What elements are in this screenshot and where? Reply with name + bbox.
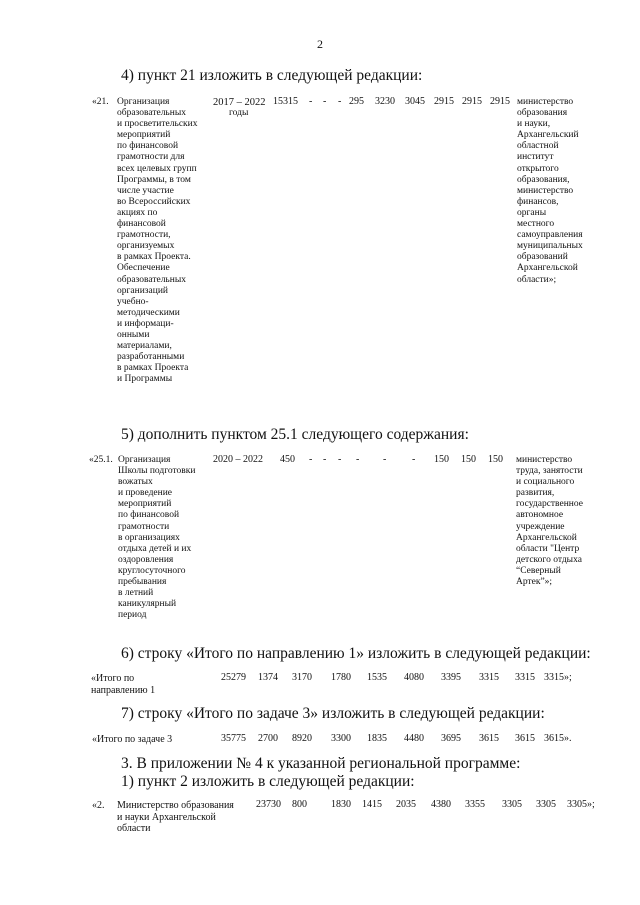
executor-line: финансов, (517, 196, 559, 207)
value-2021: 4380 (431, 799, 451, 810)
value-2023: 3315 (479, 672, 499, 683)
executor-line: органы (517, 207, 547, 218)
name-line: методическими (117, 307, 180, 318)
executor-line: детского отдыха (516, 554, 582, 565)
executor-line: муниципальных (517, 241, 583, 252)
executor-line: “Северный (516, 565, 561, 576)
value-2019: 1415 (362, 799, 382, 810)
value-2023: 2915 (434, 96, 454, 107)
name-line: финансовой (117, 219, 166, 230)
section-heading-item-25-1: 5) дополнить пунктом 25.1 следующего содержания: (121, 426, 469, 443)
executor-line: области»; (517, 274, 557, 285)
value-2024: 150 (461, 454, 476, 465)
label-line: направлению 1 (91, 684, 156, 696)
name-line: мероприятий (117, 130, 171, 141)
name-line: онными (117, 329, 150, 340)
value-2020: 1835 (367, 733, 387, 744)
period-suffix: годы (229, 108, 249, 119)
executor-line: министерство (517, 97, 574, 107)
section-heading-item-2: 1) пункт 2 изложить в следующей редакции: (121, 773, 415, 790)
value-total: 15315 (273, 96, 298, 107)
name-line: и проведение (118, 488, 172, 499)
executor (516, 455, 583, 588)
name-line: грамотности, (117, 230, 171, 241)
name-line: грамотности для (117, 152, 185, 163)
name-line: области (117, 823, 151, 834)
name-line: мероприятий (118, 499, 172, 510)
name-line: Обеспечение (117, 263, 170, 274)
executor-line: развития, (516, 488, 555, 499)
name-line: период (118, 610, 147, 621)
name-line: и просветительских (117, 119, 198, 130)
name-line: во Всероссийских (117, 196, 191, 207)
value-2017: - (309, 96, 313, 107)
executor-line: и социального (516, 477, 575, 488)
name-line: по финансовой (117, 141, 179, 152)
period (213, 97, 266, 120)
name-line: в рамках Проекта. (117, 252, 191, 263)
name-line: Организация (118, 455, 171, 465)
executor-line: области "Центр (516, 543, 580, 554)
value-2019: - (338, 454, 342, 465)
value-2021: - (383, 454, 387, 465)
executor-line: Архангельский (517, 130, 579, 141)
total-row-label: «Итого по задаче 3 (92, 734, 173, 745)
executor-line: Артек”»; (516, 577, 553, 588)
executor-line: местного (517, 219, 555, 230)
period: 2020 – 2022 (213, 454, 263, 465)
executor-line: Архангельской (516, 532, 577, 543)
row-number: «25.1. (89, 455, 113, 465)
name-line: и Программы (117, 374, 173, 385)
section-heading-appendix-4: 3. В приложении № 4 к указанной региональной программе: (121, 755, 521, 772)
name-line: в летний (118, 588, 154, 599)
section-heading-total-task-3: 7) строку «Итого по задаче 3» изложить в следующей редакции: (121, 705, 545, 722)
value-2025: 2915 (490, 96, 510, 107)
value-2018: - (323, 454, 327, 465)
value-2025: 150 (488, 454, 503, 465)
value-2017: 2700 (258, 733, 278, 744)
name-line: разработанными (117, 352, 185, 363)
name-line: акциях по (117, 207, 158, 218)
value-2017: - (309, 454, 313, 465)
period-years: 2017 – 2022 (213, 97, 266, 108)
value-2023: 150 (434, 454, 449, 465)
name-line: и информаци- (117, 318, 174, 329)
value-2018: 8920 (292, 733, 312, 744)
executor-line: образования, (517, 174, 570, 185)
value-2018: 3170 (292, 672, 312, 683)
value-2019: 3300 (331, 733, 351, 744)
name-line: оздоровления (118, 554, 174, 565)
name-line: учебно- (117, 296, 149, 307)
name-line: числе участие (117, 185, 174, 196)
value-2020: - (356, 454, 360, 465)
executor-line: учреждение (516, 521, 565, 532)
name-line: всех целевых групп (117, 163, 197, 174)
name-line: Школы подготовки (118, 466, 196, 477)
executor-line: институт (517, 152, 554, 163)
executor-line: самоуправления (517, 230, 583, 241)
total-row-label (91, 673, 155, 696)
value-2021: 3230 (375, 96, 395, 107)
value-2020: 1535 (367, 672, 387, 683)
value-2022: 3045 (405, 96, 425, 107)
executor-line: открытого (517, 163, 559, 174)
value-2024: 2915 (462, 96, 482, 107)
name-line: образовательных (117, 108, 186, 119)
measure-name (117, 97, 198, 385)
name-line: образовательных (117, 274, 186, 285)
measure-name (118, 455, 195, 621)
name-line: Организация (117, 97, 170, 107)
row-number: «21. (92, 97, 109, 107)
value-2024: 3315 (515, 672, 535, 683)
name-line: организуемых (117, 241, 175, 252)
value-2023: 3615 (479, 733, 499, 744)
name-line: Программы, в том (117, 174, 191, 185)
executor-line: министерство (517, 185, 574, 196)
value-2017: 800 (292, 799, 307, 810)
executor-line: министерство (516, 455, 573, 465)
value-2022: 3395 (441, 672, 461, 683)
page-number: 2 (317, 37, 323, 51)
value-2017: 1374 (258, 672, 278, 683)
value-2018: - (323, 96, 327, 107)
executor-line: автономное (516, 510, 564, 521)
name-line: материалами, (117, 341, 172, 352)
value-2024: 3305 (536, 799, 556, 810)
section-heading-item-21: 4) пункт 21 изложить в следующей редакции: (121, 67, 423, 84)
name-line: круглосуточного (118, 565, 186, 576)
value-total: 25279 (221, 672, 246, 683)
value-2024: 3615 (515, 733, 535, 744)
row-number: «2. (92, 800, 105, 811)
value-2022: - (412, 454, 416, 465)
value-2022: 3355 (465, 799, 485, 810)
value-2021: 4480 (404, 733, 424, 744)
measure-name (117, 800, 234, 835)
name-line: пребывания (118, 577, 167, 588)
executor-line: государственное (516, 499, 583, 510)
name-line: грамотности (118, 521, 170, 532)
executor-line: образования (517, 108, 568, 119)
name-line: в организациях (118, 532, 180, 543)
label-line: «Итого по (91, 673, 135, 684)
name-line: каникулярный (118, 599, 177, 610)
name-line: по финансовой (118, 510, 180, 521)
executor-line: Архангельской (517, 263, 578, 274)
value-2023: 3305 (502, 799, 522, 810)
value-total: 35775 (221, 733, 246, 744)
value-2019: 1780 (331, 672, 351, 683)
value-total: 450 (280, 454, 295, 465)
name-line: Министерство образования (117, 800, 234, 811)
executor-line: труда, занятости (516, 466, 583, 477)
value-2018: 1830 (331, 799, 351, 810)
executor-line: областной (517, 141, 559, 152)
name-line: в рамках Проекта (117, 363, 189, 374)
executor-line: и науки, (517, 119, 551, 130)
name-line: организаций (117, 285, 169, 296)
value-2020: 295 (349, 96, 364, 107)
value-2022: 3695 (441, 733, 461, 744)
value-2025: 3615». (544, 733, 572, 744)
value-2025: 3315»; (544, 672, 572, 683)
executor (517, 97, 583, 286)
value-2021: 4080 (404, 672, 424, 683)
value-total: 23730 (256, 799, 281, 810)
value-2019: - (338, 96, 342, 107)
value-2025: 3305»; (567, 799, 595, 810)
value-2020: 2035 (396, 799, 416, 810)
name-line: и науки Архангельской (117, 811, 216, 823)
executor-line: образований (517, 252, 568, 263)
name-line: отдыха детей и их (118, 543, 192, 554)
name-line: вожатых (118, 477, 153, 488)
section-heading-total-direction-1: 6) строку «Итого по направлению 1» изложить в следующей редакции: (121, 645, 591, 662)
